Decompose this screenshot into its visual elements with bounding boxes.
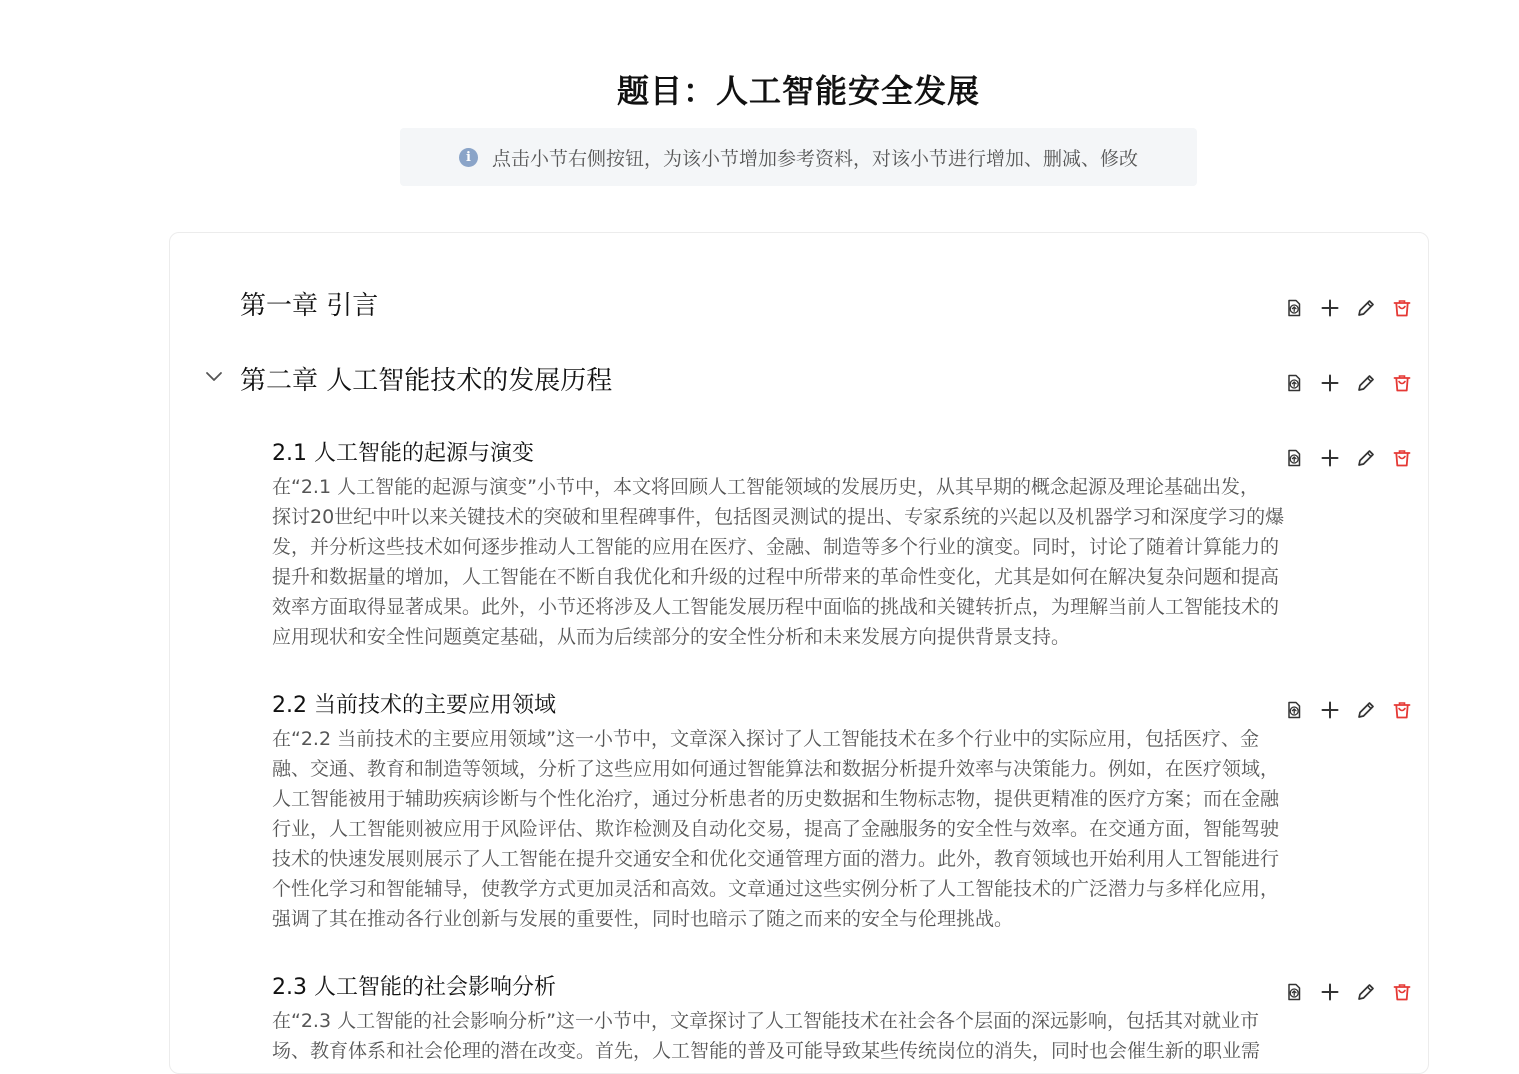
file-upload-icon xyxy=(1284,298,1304,318)
body-line: 应用现状和安全性问题奠定基础，从而为后续部分的安全性分析和未来发展方向提供背景支持。 xyxy=(272,626,1071,648)
plus-icon xyxy=(1320,700,1340,720)
section-title: 2.1 人工智能的起源与演变 xyxy=(272,441,534,466)
edit-button[interactable] xyxy=(1348,370,1384,396)
section-actions xyxy=(1276,979,1420,1005)
add-button[interactable] xyxy=(1312,295,1348,321)
outline-card xyxy=(169,232,1429,1074)
delete-button[interactable] xyxy=(1384,295,1420,321)
add-button[interactable] xyxy=(1312,445,1348,471)
trash-icon xyxy=(1392,448,1412,468)
tip-text: 点击小节右侧按钮，为该小节增加参考资料，对该小节进行增加、删减、修改 xyxy=(491,147,1138,170)
body-line: 效率方面取得显著成果。此外，小节还将涉及人工智能发展历程中面临的挑战和关键转折点，为理解当前人工智能技术的 xyxy=(272,596,1280,618)
plus-icon xyxy=(1320,982,1340,1002)
plus-icon xyxy=(1320,448,1340,468)
body-line: 在“2.1 人工智能的起源与演变”小节中，本文将回顾人工智能领域的发展历史，从其早期的概念起源及理论基础出发， xyxy=(272,476,1259,498)
body-line: 融、交通、教育和制造等领域，分析了这些应用如何通过智能算法和数据分析提升效率与决策能力。例如，在医疗领域， xyxy=(272,758,1280,780)
body-line: 个性化学习和智能辅导，使教学方式更加灵活和高效。文章通过这些实例分析了人工智能技术的广泛潜力与多样化应用， xyxy=(272,878,1280,900)
add-button[interactable] xyxy=(1312,370,1348,396)
body-line: 探讨20世纪中叶以来关键技术的突破和里程碑事件，包括图灵测试的提出、专家系统的兴起以及机器学习和深度学习的爆 xyxy=(272,506,1285,528)
upload-reference-button[interactable] xyxy=(1276,979,1312,1005)
delete-button[interactable] xyxy=(1384,445,1420,471)
chapter-actions xyxy=(1276,370,1420,396)
chapter-title: 第一章 引言 xyxy=(240,291,379,321)
trash-icon xyxy=(1392,373,1412,393)
body-line: 技术的快速发展则展示了人工智能在提升交通安全和优化交通管理方面的潜力。此外，教育领域也开始利用人工智能进行 xyxy=(272,848,1280,870)
file-upload-icon xyxy=(1284,982,1304,1002)
upload-reference-button[interactable] xyxy=(1276,370,1312,396)
section-body xyxy=(272,724,1388,934)
body-line: 强调了其在推动各行业创新与发展的重要性，同时也暗示了随之而来的安全与伦理挑战。 xyxy=(272,908,1014,930)
chapter-title: 第二章 人工智能技术的发展历程 xyxy=(240,366,613,396)
trash-icon xyxy=(1392,982,1412,1002)
body-line: 提升和数据量的增加，人工智能在不断自我优化和升级的过程中所带来的革命性变化，尤其是如何在解决复杂问题和提高 xyxy=(272,566,1280,588)
edit-button[interactable] xyxy=(1348,445,1384,471)
body-line: 人工智能被用于辅助疾病诊断与个性化治疗，通过分析患者的历史数据和生物标志物，提供更精准的医疗方案；而在金融 xyxy=(272,788,1280,810)
section-body xyxy=(272,1006,1388,1066)
body-line: 在“2.2 当前技术的主要应用领域”这一小节中，文章深入探讨了人工智能技术在多个行业中的实际应用，包括医疗、金 xyxy=(272,728,1259,750)
body-line: 场、教育体系和社会伦理的潜在改变。首先，人工智能的普及可能导致某些传统岗位的消失，同时也会催生新的职业需 xyxy=(272,1040,1261,1062)
edit-button[interactable] xyxy=(1348,295,1384,321)
pencil-icon xyxy=(1356,700,1376,720)
pencil-icon xyxy=(1356,982,1376,1002)
delete-button[interactable] xyxy=(1384,697,1420,723)
file-upload-icon xyxy=(1284,373,1304,393)
plus-icon xyxy=(1320,298,1340,318)
file-upload-icon xyxy=(1284,448,1304,468)
add-button[interactable] xyxy=(1312,979,1348,1005)
upload-reference-button[interactable] xyxy=(1276,295,1312,321)
section-title: 2.3 人工智能的社会影响分析 xyxy=(272,975,556,1000)
trash-icon xyxy=(1392,298,1412,318)
delete-button[interactable] xyxy=(1384,979,1420,1005)
chapter-actions xyxy=(1276,295,1420,321)
body-line: 发，并分析这些技术如何逐步推动人工智能的应用在医疗、金融、制造等多个行业的演变。同时，讨论了随着计算能力的 xyxy=(272,536,1280,558)
upload-reference-button[interactable] xyxy=(1276,445,1312,471)
page-title: 题目：人工智能安全发展 xyxy=(616,72,980,110)
add-button[interactable] xyxy=(1312,697,1348,723)
chevron-down-icon[interactable] xyxy=(203,365,225,387)
plus-icon xyxy=(1320,373,1340,393)
body-line: 行业，人工智能则被应用于风险评估、欺诈检测及自动化交易，提高了金融服务的安全性与效率。在交通方面，智能驾驶 xyxy=(272,818,1280,840)
section-actions xyxy=(1276,445,1420,471)
body-line: 在“2.3 人工智能的社会影响分析”这一小节中，文章探讨了人工智能技术在社会各个层面的深远影响，包括其对就业市 xyxy=(272,1010,1259,1032)
edit-button[interactable] xyxy=(1348,697,1384,723)
file-upload-icon xyxy=(1284,700,1304,720)
section-actions xyxy=(1276,697,1420,723)
info-icon: i xyxy=(459,148,478,167)
tip-banner xyxy=(400,128,1197,186)
pencil-icon xyxy=(1356,448,1376,468)
pencil-icon xyxy=(1356,373,1376,393)
upload-reference-button[interactable] xyxy=(1276,697,1312,723)
delete-button[interactable] xyxy=(1384,370,1420,396)
edit-button[interactable] xyxy=(1348,979,1384,1005)
section-title: 2.2 当前技术的主要应用领域 xyxy=(272,693,556,718)
trash-icon xyxy=(1392,700,1412,720)
section-body xyxy=(272,472,1388,652)
pencil-icon xyxy=(1356,298,1376,318)
